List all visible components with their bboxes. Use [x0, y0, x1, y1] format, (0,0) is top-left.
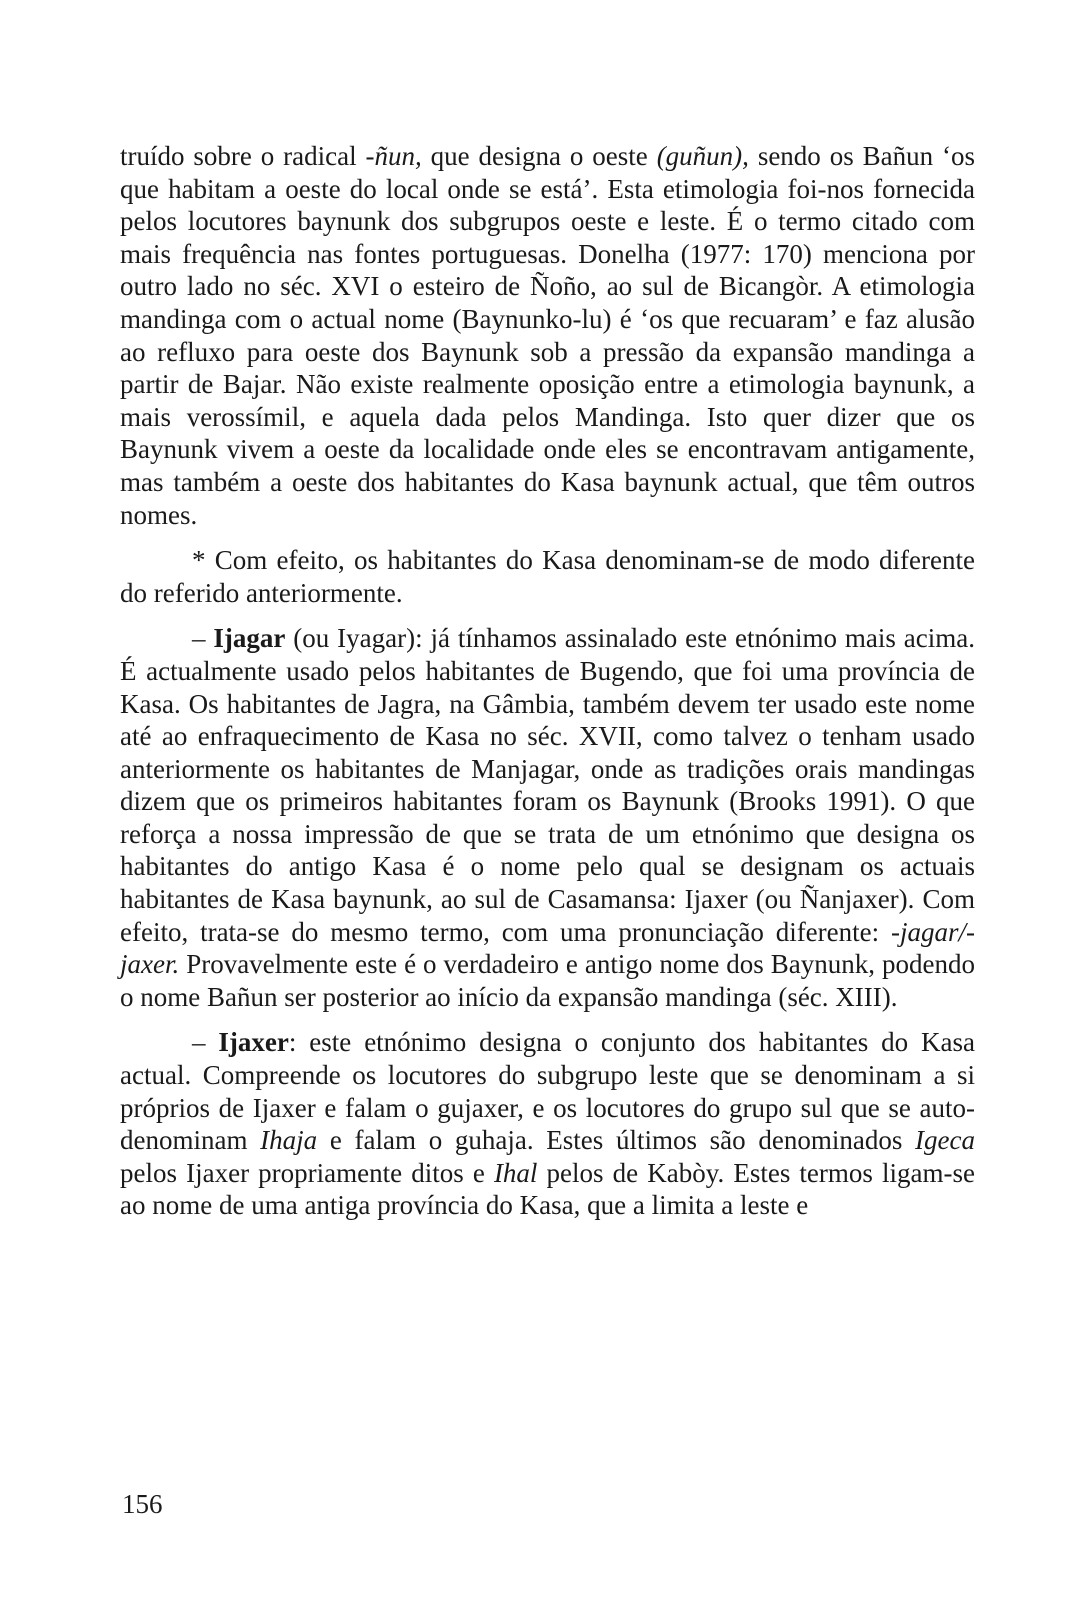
paragraph-ijagar — [120, 622, 975, 1013]
italic-term: Igeca — [915, 1125, 975, 1156]
paragraph-ijaxer — [120, 1026, 975, 1222]
paragraph-kasa-note — [120, 544, 975, 609]
text-segment: : este etnónimo designa o conjunto dos habitantes do Kasa actual. Compreende os locutores do subgrupo leste que se denominam a si próprios de Ijaxer e falam o gujaxer, e os locutores do grupo sul que se auto-denominam — [120, 1027, 976, 1156]
italic-term: Ihal — [493, 1157, 538, 1188]
text-segment: truído sobre o radical — [120, 141, 366, 171]
text-segment: e falam o guhaja. Estes últimos são denominados — [317, 1125, 916, 1156]
italic-term: Ihaja — [260, 1125, 318, 1156]
term-heading: Ijagar — [213, 623, 286, 654]
term-heading: Ijaxer — [218, 1027, 289, 1058]
text-segment: (ou Iyagar): já tínhamos assinalado este etnónimo mais acima. É actualmente usado pelos habitantes de Bugendo, que foi uma província de Kasa. Os habitantes de Jagra, na Gâmbia, também devem ter usado este nome até ao enfraquecimento de Kasa no séc. XVII, como talvez o tenham usado anteriormente os habitantes de Manjagar, onde as tradições orais mandingas dizem que os primeiros habitantes foram os Baynunk (Brooks 1991). O que reforça a nossa impressão de que se trata de um etnónimo que designa os habitantes do antigo Kasa é o nome pelo qual se designam os actuais habitantes de Kasa baynunk, ao sul de Casamansa: Ijaxer (ou Ñanjaxer). Com efeito, trata-se do mesmo termo, com uma pronunciação diferente: — [120, 623, 975, 947]
paragraph-etymology — [120, 140, 975, 531]
dash: – — [192, 623, 214, 654]
text-segment: pelos de Kabòy. Estes termos ligam-se ao nome de uma antiga província do Kasa, que a limita a leste e — [120, 1157, 975, 1221]
italic-term: -jagar/-jaxer. — [120, 916, 975, 980]
italic-term: -ñun, — [365, 141, 422, 171]
text-segment: pelos Ijaxer propriamente ditos e — [120, 1157, 494, 1188]
dash: – — [192, 1027, 219, 1058]
text-segment: * Com efeito, os habitantes do Kasa denominam-se de modo diferente do referido anteriormente. — [120, 545, 975, 608]
page-number: 156 — [122, 1489, 163, 1519]
text-segment: sendo os Bañun ‘os que habitam a oeste do local onde se está’. Esta etimologia foi-nos fornecida pelos locutores baynunk dos subgrupos oeste e leste. É o termo citado com mais frequência nas fontes portuguesas. Donelha (1977: 170) menciona por outro lado no séc. XVI o esteiro de Ñoño, ao sul de Bicangòr. A etimologia mandinga com o actual nome (Baynunko-lu) é ‘os que recuaram’ e faz alusão ao refluxo para oeste dos Baynunk sob a pressão da expansão mandinga a partir de Bajar. Não existe realmente oposição entre a etimologia baynunk, a mais verossímil, e aquela dada pelos Mandinga. Isto quer dizer que os Baynunk vivem a oeste da localidade onde eles se encontravam antigamente, mas também a oeste dos habitantes do Kasa baynunk actual, que têm outros nomes. — [120, 141, 975, 530]
page-body — [120, 140, 975, 1222]
italic-term: (guñun), — [656, 141, 749, 171]
text-segment: Provavelmente este é o verdadeiro e antigo nome dos Baynunk, podendo o nome Bañun ser posterior ao início da expansão mandinga (séc. XIII). — [120, 949, 975, 1012]
text-segment: que designa o oeste — [421, 141, 657, 171]
